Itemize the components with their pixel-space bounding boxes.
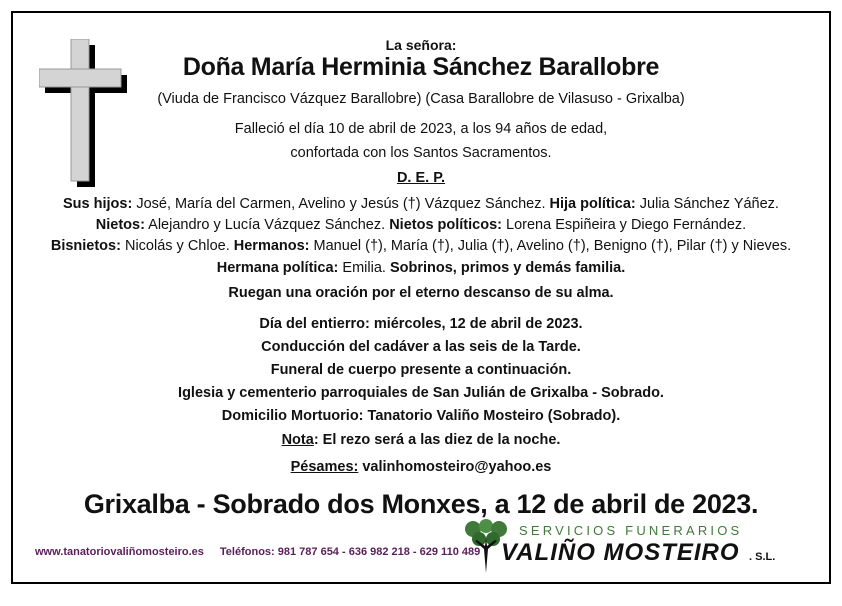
website-link[interactable]: www.tanatoriovaliñomosteiro.es <box>35 546 204 558</box>
nietos-politicos-label: Nietos políticos: <box>389 217 502 233</box>
note-label: Nota <box>281 432 314 448</box>
hijos-text: José, María del Carmen, Avelino y Jesús (†) Vázquez Sánchez. <box>132 196 550 212</box>
note-line <box>13 432 829 449</box>
family-bisnietos-line <box>13 238 829 255</box>
death-line-1: Falleció el día 10 de abril de 2023, a los 94 años de edad, <box>234 121 608 137</box>
nietos-politicos-text: Lorena Espiñeira y Diego Fernández. <box>501 217 747 233</box>
church-line: Iglesia y cementerio parroquiales de San Julián de Grixalba - Sobrado. <box>178 385 664 401</box>
dep-label: D. E. P. <box>396 170 446 186</box>
deceased-name: Doña María Herminia Sánchez Barallobre <box>182 53 660 81</box>
mortuary-line: Domicilio Mortuorio: Tanatorio Valiño Mosteiro (Sobrado). <box>221 408 621 424</box>
intro-label: La señora: <box>385 37 457 53</box>
logo-company-name: VALIÑO MOSTEIRO <box>501 539 740 566</box>
sobrinos-text: Sobrinos, primos y demás familia. <box>389 260 626 276</box>
footer-contact <box>35 546 480 558</box>
hija-politica-label: Hija política: <box>549 196 636 212</box>
prayer-line: Ruegan una oración por el eterno descanso de su alma. <box>228 285 614 301</box>
family-hermana-line <box>13 260 829 277</box>
deceased-subtitle: (Viuda de Francisco Vázquez Barallobre) (Casa Barallobre de Vilasuso - Grixalba) <box>157 91 685 107</box>
note-text: : El rezo será a las diez de la noche. <box>313 432 561 448</box>
company-logo <box>463 517 813 575</box>
logo-suffix: . S.L. <box>749 551 776 563</box>
burial-day: Día del entierro: miércoles, 12 de abril de 2023. <box>259 316 583 332</box>
family-nietos-line <box>13 217 829 234</box>
hermanos-label: Hermanos: <box>233 238 310 254</box>
bisnietos-text: Nicolás y Chloe. <box>120 238 234 254</box>
nietos-text: Alejandro y Lucía Vázquez Sánchez. <box>144 217 390 233</box>
family-hijos-line <box>13 196 829 213</box>
hermana-politica-label: Hermana política: <box>216 260 339 276</box>
logo-tagline: SERVICIOS FUNERARIOS <box>519 523 743 538</box>
hermana-politica-text: Emilia. <box>338 260 390 276</box>
condolences-line <box>13 459 829 476</box>
procession-time: Conducción del cadáver a las seis de la Tarde. <box>261 339 581 355</box>
hija-politica-text: Julia Sánchez Yáñez. <box>635 196 779 212</box>
condolences-label: Pésames: <box>290 459 359 475</box>
condolences-email[interactable]: valinhomosteiro@yahoo.es <box>358 459 552 475</box>
phone-numbers: Teléfonos: 981 787 654 - 636 982 218 - 629 110 489 <box>219 546 481 558</box>
hermanos-text: Manuel (†), María (†), Julia (†), Avelino (†), Benigno (†), Pilar (†) y Nieves. <box>309 238 792 254</box>
hijos-label: Sus hijos: <box>63 196 133 212</box>
death-line-2: confortada con los Santos Sacramentos. <box>290 145 552 161</box>
funeral-line: Funeral de cuerpo presente a continuación. <box>270 362 572 378</box>
bisnietos-label: Bisnietos: <box>50 238 121 254</box>
obituary-card <box>11 11 831 584</box>
nietos-label: Nietos: <box>95 217 145 233</box>
closing-place-date: Grixalba - Sobrado dos Monxes, a 12 de abril de 2023. <box>83 489 759 519</box>
